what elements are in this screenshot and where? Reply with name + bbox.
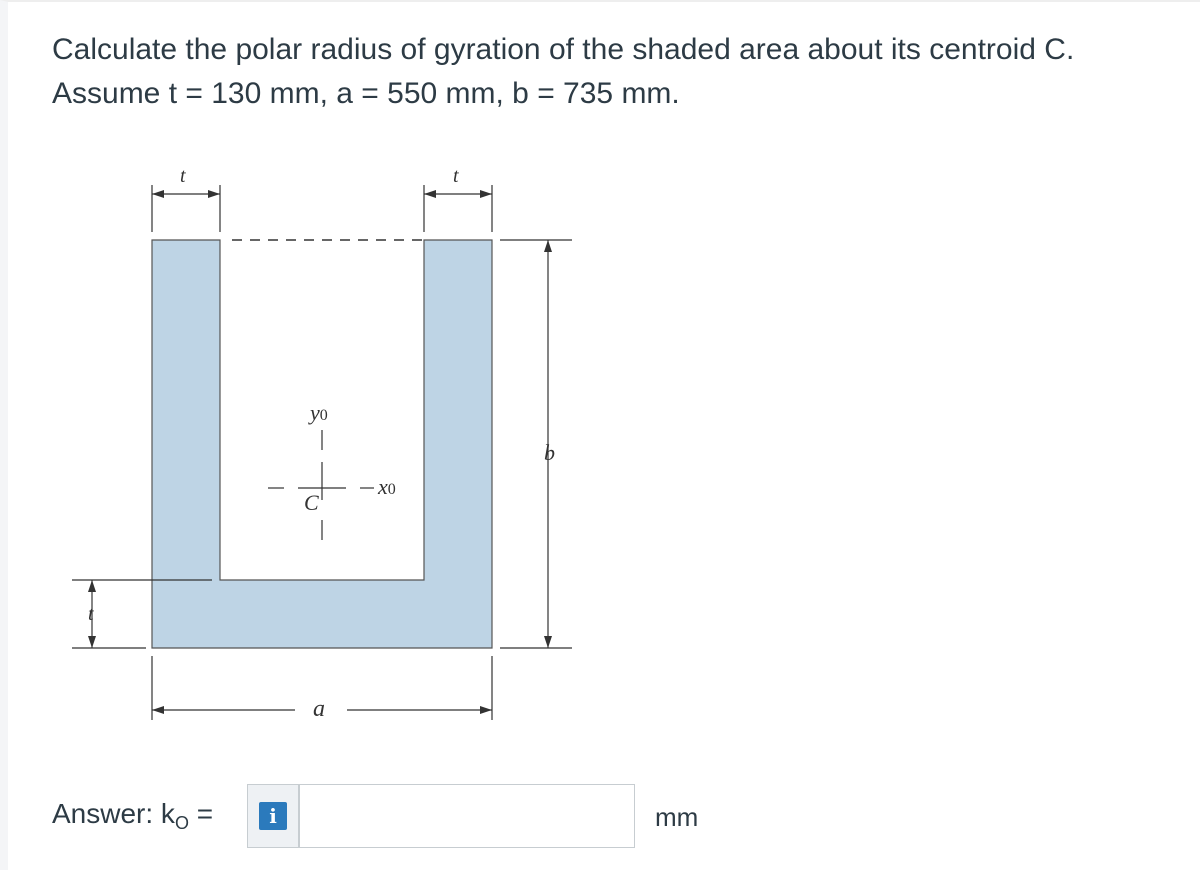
answer-label: Answer: $k_O$ = bbox=[52, 798, 214, 833]
label-a: a bbox=[313, 696, 325, 722]
label-t-right: t bbox=[453, 165, 459, 187]
label-x0: x0 bbox=[378, 474, 396, 499]
label-t-bottom: t bbox=[88, 603, 94, 625]
dim-t-left bbox=[152, 165, 220, 232]
dim-t-right bbox=[424, 165, 492, 232]
answer-row bbox=[52, 784, 1172, 850]
dim-a bbox=[152, 656, 492, 722]
label-centroid-c: C bbox=[304, 490, 319, 515]
answer-input[interactable] bbox=[299, 784, 635, 848]
info-button[interactable] bbox=[247, 784, 299, 848]
label-t-left: t bbox=[180, 165, 186, 187]
label-y0: y0 bbox=[310, 400, 328, 425]
dim-b bbox=[500, 240, 572, 648]
label-b: b bbox=[544, 440, 555, 465]
question-line-1: Calculate the polar radius of gyration of the shaded area about its centroid C. bbox=[52, 33, 1075, 66]
question-line-2: Assume t = 130 mm, a = 550 mm, b = 735 mm. bbox=[52, 77, 680, 110]
info-icon: i bbox=[259, 802, 287, 830]
centroid-axes bbox=[268, 400, 396, 540]
unit-label: mm bbox=[655, 802, 699, 832]
